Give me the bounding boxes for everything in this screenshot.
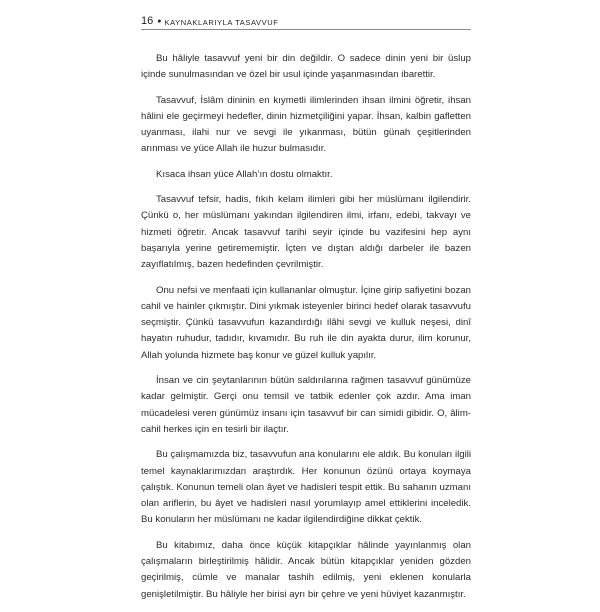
- body-text: [141, 51, 471, 612]
- page-number: 16: [141, 15, 154, 27]
- paragraph: Bu hâliyle tasavvuf yeni bir din değildir. O sadece dinin yeni bir üslup içinde sunulmasından ve özel bir usul içinde yaşanmasından ibarettir.: [141, 53, 471, 81]
- paragraph: İnsan ve cin şeytanlarının bütün saldırılarına rağmen tasavvuf günümüze kadar gelmiştir. Gerçi onu temsil ve tatbik edenler çok azdır. Ama iman mücadelesi veren günümüz insanı için tasavvuf bir can simidi gibidir. O, âlim-cahil herkes için en tesirli bir ilaçtır.: [141, 375, 471, 435]
- paragraph: Bu çalışmamızda biz, tasavvufun ana konularını ele aldık. Bu konuları ilgili temel kaynaklarımızdan araştırdık. Her konunun özünü ortaya koymaya çalıştık. Konunun temeli olan âyet ve hadisleri tespit ettik. Bu sahanın uzmanı olan ariflerin, bu âyet ve hadisleri nasıl yorumlayıp amel ettiklerini inceledik. Bu konuların her müslümanı ne kadar ilgilendirdiğine dikkat çektik.: [141, 449, 471, 526]
- running-title: KAYNAKLARIYLA TASAVVUF: [164, 18, 279, 27]
- paragraph: Kısaca ihsan yüce Allah’ın dostu olmaktır.: [156, 168, 333, 180]
- paragraph: Tasavvuf, İslâm dininin en kıymetli ilimlerinden ihsan ilmini öğretir, ihsan hâlini ele geçirmeyi hedefler, dinin hizmetçiliğini yapar. İhsan, kalbin gafletten uyanması, ilahi nur ve sevgi ile yıkanması, bütün günah çeşitlerinden arınması ve yüce Allah ile huzur bulmasıdır.: [141, 94, 471, 155]
- paragraph: Onu nefsi ve menfaati için kullananlar olmuştur. İçine girip safiyetini bozan cahil ve hainler çıkmıştır. Dini yıkmak isteyenler birinci hedef olarak tasavvufu seçmiştir. Çünkü tasavvufun kazandırdığı ilâhi sevgi ve kulluk neşesi, dinî hayatın ruhudur, tadıdır, kıvamıdır. Bu ruh ile din ayakta durur, ilim korunur, Allah yolunda hizmete baş konur ve güzel kulluk yapılır.: [141, 284, 471, 361]
- page-header: [141, 8, 471, 30]
- paragraph: Bu kitabımız, daha önce küçük kitapçıklar hâlinde yayınlanmış olan çalışmaların birleştirilmiş hâlidir. Ancak bütün kitapçıklar yeniden gözden geçirilmiş, cümle ve manalar tashih edilmiş, yeni eklenen konularla genişletilmiştir. Bu hâliyle her birisi ayrı bir çehre ve yeni hüviyet kazanmıştır.: [141, 539, 471, 600]
- paragraph: Tasavvuf tefsir, hadis, fıkıh kelam ilimleri gibi her müslümanı ilgilendirir. Çünkü o, her müslümanı yakından ilgilendiren ilmi, irfanı, edebi, takvayı ve hizmeti öğretir. Ancak tasavvuf tarihi seyir içinde bu vazifesini hep aynı başarıyla yerine getirememiştir. İçten ve dıştan aldığı darbeler ile bazen zayıflatılmış, bazen hedefinden çevrilmiştir.: [141, 194, 471, 271]
- header-bullet: ●: [157, 18, 162, 25]
